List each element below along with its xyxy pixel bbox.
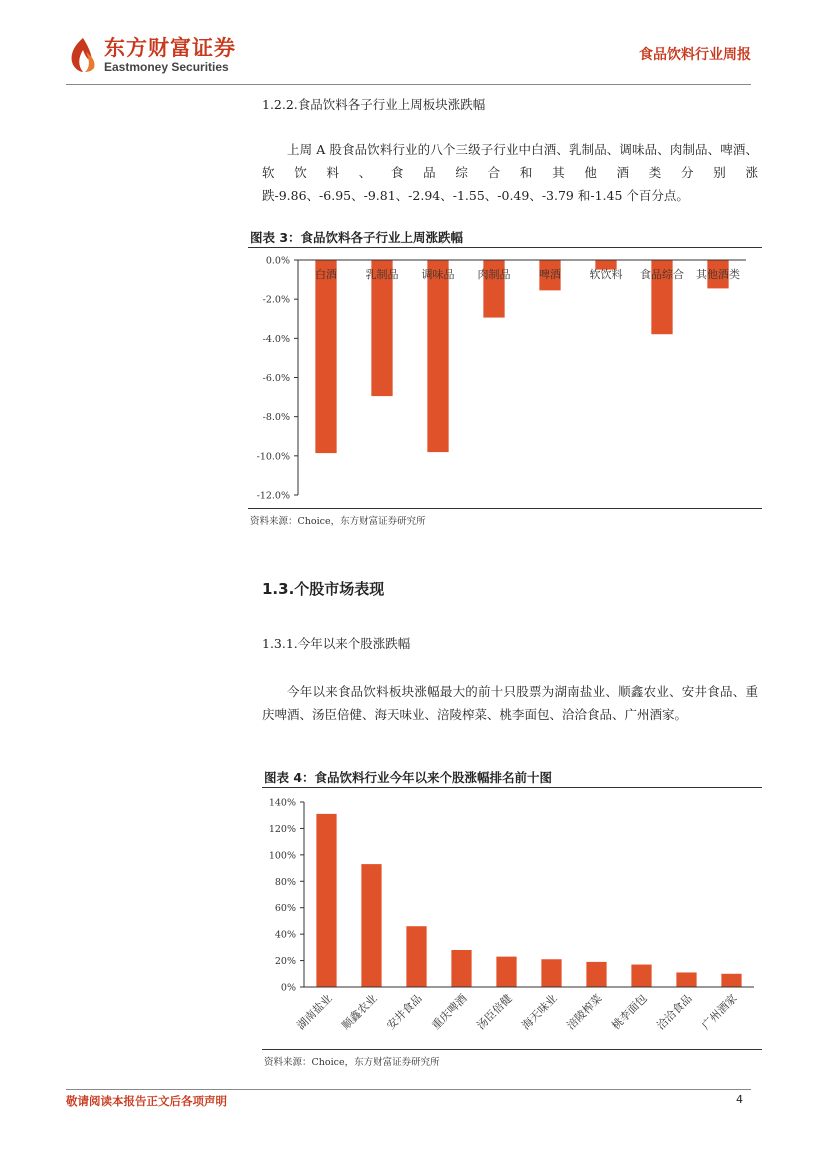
- logo-chinese-name: 东方财富证券: [104, 36, 236, 60]
- bar: [721, 974, 741, 987]
- y-tick-label: 100%: [268, 850, 296, 862]
- y-tick-label: 120%: [268, 823, 296, 835]
- figure-3-top-rule: [248, 247, 762, 248]
- bar: [451, 950, 471, 987]
- figure-3-bottom-rule: [248, 508, 762, 509]
- section-1-2-2-paragraph: 上周 A 股食品饮料行业的八个三级子行业中白酒、乳制品、调味品、肉制品、啤酒、软饮料、食品综合和其他酒类分别涨跌-9.86、-6.95、-9.81、-2.94、-1.55、-0.49、-3.79 和-1.45 个百分点。: [262, 142, 758, 203]
- figure-4-source: 资料来源：Choice，东方财富证券研究所: [264, 1057, 440, 1068]
- bar: [541, 959, 561, 987]
- bar: [427, 260, 448, 452]
- figure-4-chart: [262, 790, 762, 1048]
- bar: [676, 972, 696, 987]
- bar: [361, 864, 381, 987]
- category-label: 啤酒: [539, 268, 561, 281]
- category-label: 海天味业: [519, 991, 560, 1033]
- category-label: 软饮料: [589, 268, 623, 281]
- y-tick-label: -10.0%: [256, 451, 290, 463]
- bar: [631, 965, 651, 987]
- bar: [315, 260, 336, 453]
- category-label: 肉制品: [477, 268, 511, 281]
- y-tick-label: -4.0%: [262, 333, 290, 345]
- y-tick-label: 0%: [280, 982, 296, 994]
- category-label: 食品综合: [640, 268, 684, 281]
- figure-4-top-rule: [262, 787, 762, 788]
- category-label: 调味品: [421, 268, 455, 281]
- eastmoney-logo-icon: [66, 36, 100, 74]
- y-tick-label: 20%: [274, 956, 296, 968]
- figure-3-source: 资料来源：Choice，东方财富证券研究所: [250, 516, 426, 527]
- category-label: 其他酒类: [696, 268, 740, 281]
- category-label: 乳制品: [365, 268, 399, 281]
- y-tick-label: -6.0%: [262, 373, 290, 384]
- footer-divider: [66, 1089, 751, 1090]
- category-label: 顺鑫农业: [339, 991, 380, 1033]
- figure-3-title: 图表 3：食品饮料各子行业上周涨跌幅: [250, 230, 464, 245]
- section-title-1-3: 1.3.个股市场表现: [262, 580, 385, 598]
- figure-4-bottom-rule: [262, 1049, 762, 1050]
- section-title-1-3-1: 1.3.1.今年以来个股涨跌幅: [262, 636, 411, 651]
- category-label: 涪陵榨菜: [564, 991, 605, 1033]
- page-number: 4: [736, 1093, 743, 1106]
- category-label: 白酒: [315, 268, 337, 281]
- y-tick-label: 140%: [268, 797, 296, 809]
- bar: [496, 957, 516, 987]
- header-divider: [66, 84, 751, 85]
- bar: [406, 926, 426, 987]
- logo-english-name: Eastmoney Securities: [104, 60, 229, 74]
- footer-disclaimer: 敬请阅读本报告正文后各项声明: [66, 1094, 227, 1108]
- bar: [316, 814, 336, 987]
- figure-4-title: 图表 4：食品饮料行业今年以来个股涨幅排名前十图: [264, 770, 553, 785]
- y-tick-label: 80%: [274, 876, 296, 888]
- category-label: 洽洽食品: [654, 991, 695, 1033]
- y-tick-label: 0.0%: [265, 255, 290, 267]
- y-tick-label: -12.0%: [256, 490, 290, 502]
- bar: [586, 962, 606, 987]
- y-tick-label: -2.0%: [262, 294, 290, 306]
- section-title-1-2-2: 1.2.2.食品饮料各子行业上周板块涨跌幅: [262, 97, 486, 112]
- category-label: 桃李面包: [609, 991, 650, 1033]
- report-type: 食品饮料行业周报: [639, 47, 751, 63]
- category-label: 广州酒家: [699, 991, 740, 1033]
- category-label: 重庆啤酒: [429, 991, 470, 1033]
- figure-3-chart: [248, 250, 762, 508]
- category-label: 汤臣倍健: [474, 991, 515, 1033]
- y-tick-label: 40%: [274, 929, 296, 941]
- category-label: 安井食品: [384, 991, 425, 1033]
- y-tick-label: 60%: [274, 903, 296, 915]
- section-1-3-1-paragraph: 今年以来食品饮料板块涨幅最大的前十只股票为湖南盐业、顺鑫农业、安井食品、重庆啤酒、汤臣倍健、海天味业、涪陵榨菜、桃李面包、洽洽食品、广州酒家。: [262, 684, 758, 722]
- y-tick-label: -8.0%: [262, 412, 290, 424]
- category-label: 湖南盐业: [294, 991, 335, 1033]
- logo: [66, 36, 236, 80]
